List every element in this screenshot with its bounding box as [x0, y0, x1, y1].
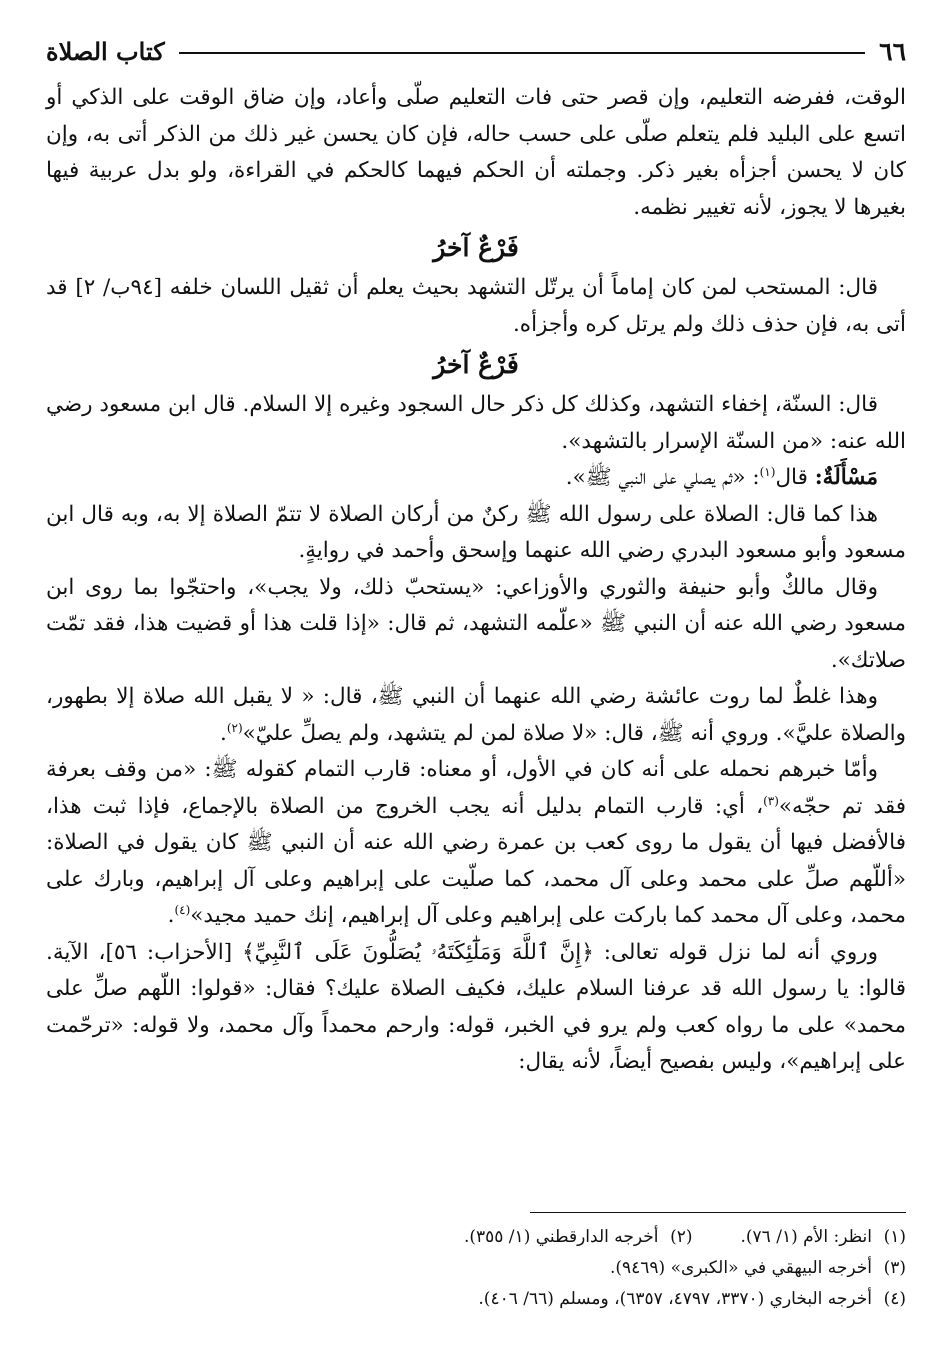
- footnote: [478, 1284, 906, 1315]
- footnote-text: انظر: الأم (١/ ٧٦).: [740, 1227, 872, 1247]
- paragraph-text: .: [167, 903, 175, 928]
- footnote-row: [46, 1253, 906, 1284]
- section-heading: فَرْعٌ آخرُ: [433, 233, 519, 262]
- issue-text: قال: [775, 465, 815, 490]
- footnote-number: (٤): [883, 1289, 906, 1309]
- paragraph: [46, 679, 906, 752]
- paragraph: وقال مالكٌ وأبو حنيفة والثوري والأوزاعي: «يستحبّ ذلك، ولا يجب»، واحتجّوا بما روى ابن مسعود رضي الله عنه أن النبي ﷺ «علّمه التشهد، ثم قال: «إذا قلت هذا أو قضيت هذا، فقد تمّت صلاتك».: [46, 574, 906, 673]
- issue-paragraph: [46, 460, 906, 497]
- issue-text: : «ثم يصلي على النبي ﷺ».: [565, 465, 760, 490]
- footnote-number: (٣): [883, 1258, 906, 1278]
- book-title: كتاب الصلاة: [46, 36, 165, 66]
- footnote-number: (١): [883, 1227, 906, 1247]
- page-number: ٦٦: [879, 36, 906, 66]
- footnotes: [46, 1222, 906, 1315]
- paragraph: قال: المستحب لمن كان إماماً أن يرتّل التشهد بحيث يعلم أن ثقيل اللسان خلفه [٩٤ب/ ٢] قد أتى به، فإن حذف ذلك ولم يرتل كره وأجزأه.: [46, 275, 906, 337]
- footnote-row: [46, 1284, 906, 1315]
- footnote-ref: (٢): [226, 720, 243, 735]
- paragraph: الوقت، ففرضه التعليم، وإن قصر حتى فات التعليم صلّى وأعاد، وإن ضاق الوقت على الذكي أو اتسع على البليد فلم يتعلم صلّى على حسب حاله، فإن كان يحسن غير ذلك من الذكر أتى به، وإن كان لا يحسن أجزأه بغير ذكر. وجملته أن الحكم فيهما كالحكم في القراءة، ولو بدل عربية فيها بغيرها لا يجوز، لأنه تغيير نظمه.: [46, 85, 906, 220]
- paragraph-text: .: [219, 720, 227, 746]
- footnote-ref: (٣): [763, 793, 779, 808]
- paragraph: قال: السنّة، إخفاء التشهد، وكذلك كل ذكر حال السجود وغيره إلا السلام. قال ابن مسعود رضي الله عنه: «من السنّة الإسرار بالتشهد».: [46, 392, 906, 454]
- footnote: [464, 1222, 693, 1253]
- footnote-rule: [530, 1212, 906, 1213]
- main-text: [46, 80, 906, 1081]
- footnote: [610, 1253, 906, 1284]
- paragraph: وروي أنه لما نزل قوله تعالى: ﴿إِنَّ ٱللَّهَ وَمَلَٰٓئِكَتَهُۥ يُصَلُّونَ عَلَى ٱلنَّبِيِّ﴾ [الأحزاب: ٥٦]، الآية. قالوا: يا رسول الله قد عرفنا السلام عليك، فكيف الصلاة عليك؟ فقال: «قولوا: اللّهم صلِّ على محمد» على ما رواه كعب ولم يرو في الخبر، قوله: وارحم محمداً وآل محمد، ولا قوله: «ترحّمت على إبراهيم»، وليس بفصيح أيضاً، لأنه يقال:: [46, 939, 906, 1074]
- footnote: [741, 1222, 907, 1253]
- footnote-ref: (١): [759, 464, 776, 479]
- footnote-ref: (٤): [174, 902, 191, 917]
- header-rule: [179, 52, 866, 54]
- paragraph-text: وأمّا خبرهم نحمله على أنه كان في الأول، أو معناه: قارب التمام كقوله ﷺ: «من وقف بعرفة فقد تم حجّه»: [46, 757, 906, 819]
- paragraph-text: ، أي: قارب التمام بدليل أنه يجب الخروج من الصلاة بالإجماع، فإذا ثبت هذا، فالأفضل فيها أن يقول ما روى كعب بن عمرة رضي الله عنه أن النبي ﷺ كان يقول في الصلاة: «أللّهم صلِّ على محمد وعلى آل محمد، كما صلّيت على إبراهيم وعلى آل إبراهيم، وبارك على محمد، وعلى آل محمد كما باركت على إبراهيم وعلى آل إبراهيم، إنك حميد مجيد»: [46, 793, 906, 928]
- paragraph-text: وهذا غلطٌ لما روت عائشة رضي الله عنهما أن النبي ﷺ، قال: « لا يقبل الله صلاة إلا بطهور، والصلاة عليَّ». وروي أنه ﷺ، قال: «لا صلاة لمن لم يتشهد، ولم يصلِّ عليّ»: [46, 684, 906, 746]
- footnote-text: أخرجه البيهقي في «الكبرى» (٩٤٦٩).: [609, 1258, 872, 1278]
- section-heading: فَرْعٌ آخرُ: [433, 350, 519, 379]
- page-header: [46, 34, 906, 68]
- footnote-row: [46, 1222, 906, 1253]
- paragraph: [46, 752, 906, 935]
- footnote-number: (٢): [670, 1227, 693, 1247]
- issue-label: مَسْأَلَةٌ:: [814, 465, 878, 490]
- footnote-text: أخرجه الدارقطني (١/ ٣٥٥).: [463, 1227, 659, 1247]
- paragraph: هذا كما قال: الصلاة على رسول الله ﷺ ركنٌ من أركان الصلاة لا تتمّ الصلاة إلا به، وبه قال ابن مسعود وأبو مسعود البدري رضي الله عنهما وإسحق وأحمد في روايةٍ.: [46, 501, 906, 563]
- footnote-text: أخرجه البخاري (٣٣٧٠، ٤٧٩٧، ٦٣٥٧)، ومسلم (٦٦/ ٤٠٦).: [478, 1289, 872, 1309]
